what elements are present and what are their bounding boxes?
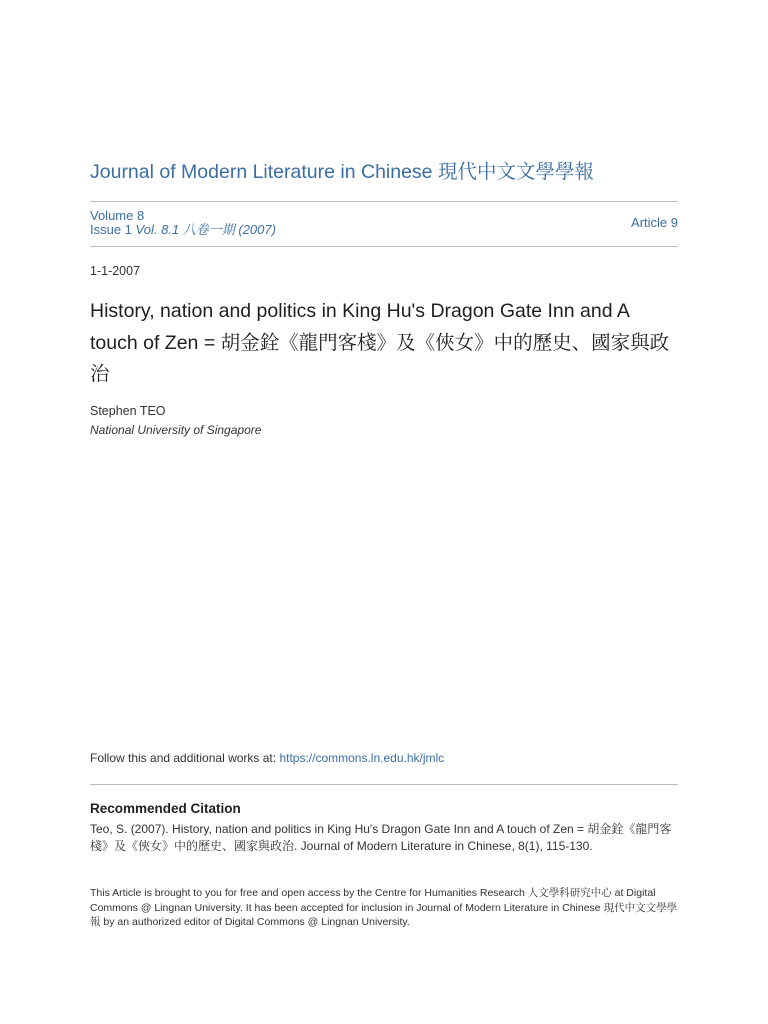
article-number: Article 9 [631, 215, 678, 230]
volume-link[interactable]: Volume 8 [90, 208, 145, 223]
publication-date: 1-1-2007 [90, 264, 141, 278]
journal-title-link[interactable]: Journal of Modern Literature in Chinese 現代中文文學學報 [90, 161, 594, 183]
citation-text: Teo, S. (2007). History, nation and politics in King Hu's Dragon Gate Inn and A touch of Zen = 胡金銓《龍門客棧》及《俠女》中的歷史、國家與政治. Journal of Modern Literature in Chinese, 8(1), 115-130. [90, 822, 672, 853]
issue-detail: Vol. 8.1 八卷一期 (2007) [135, 222, 276, 237]
volume-issue-block [90, 209, 276, 237]
issue-line [90, 223, 276, 237]
divider-middle [90, 246, 678, 247]
access-note: This Article is brought to you for free and open access by the Centre for Humanities Research 人文學科研究中心 at Digital Commons @ Lingnan University. It has been accepted for inclusion in Journal of Modern Literature in Chinese 現代中文文學學報 by an authorized editor of Digital Commons @ Lingnan University. [90, 887, 678, 928]
issue-link[interactable]: Issue 1 [90, 222, 132, 237]
collection-link[interactable]: https://commons.ln.edu.hk/jmlc [279, 751, 445, 765]
follow-text: Follow this and additional works at: [90, 751, 280, 765]
author-name: Stephen TEO [90, 404, 166, 418]
divider-top [90, 201, 678, 202]
author-affiliation: National University of Singapore [90, 423, 262, 437]
follow-line [90, 751, 444, 765]
article-title: History, nation and politics in King Hu's Dragon Gate Inn and A touch of Zen = 胡金銓《龍門客棧》及《俠女》中的歷史、國家與政治 [90, 300, 670, 385]
citation-heading: Recommended Citation [90, 801, 241, 816]
divider-bottom [90, 784, 678, 785]
